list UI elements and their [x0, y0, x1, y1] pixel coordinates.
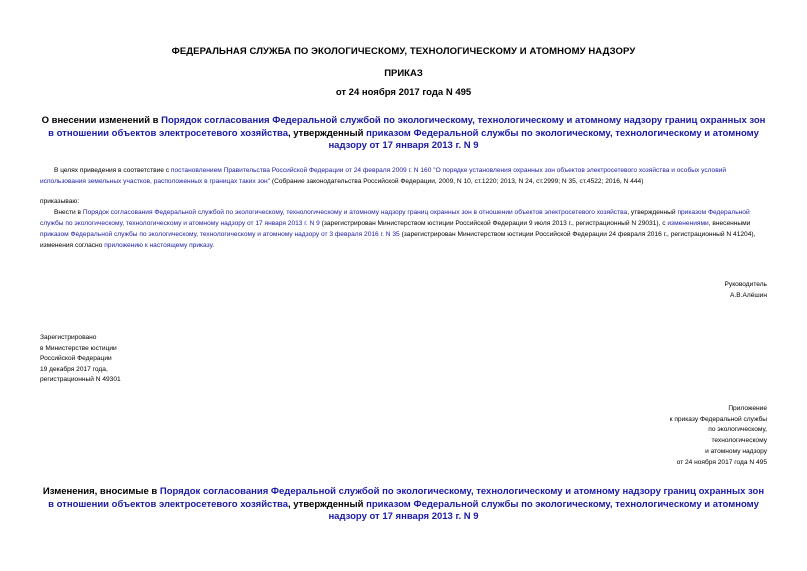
- title-link-procedure[interactable]: Порядок согласования Федеральной службой по экологическому, технологическому и атомному надзору границ охранных зон в отношении объектов электросетевого хозяйства: [48, 115, 766, 139]
- paragraph-text: , утвержденный: [627, 209, 678, 216]
- document-date: от 24 ноября 2017 года N 495: [335, 87, 472, 98]
- paragraph-text: .: [212, 242, 215, 249]
- link-order-2013[interactable]: приказом Федеральной службы по экологическому, технологическому и атомному надзору от 17 января 2013 г. N 9: [40, 209, 750, 227]
- preamble-paragraph: [40, 165, 768, 187]
- registration-line: 19 декабря 2017 года,: [40, 365, 108, 373]
- registration-line: регистрационный N 49301: [40, 376, 121, 383]
- paragraph-text: (зарегистрирован Министерством юстиции Российской Федерации 9 июля 2013 г., регистрационный N 29031), с: [319, 220, 668, 227]
- registration-line: в Министерстве юстиции: [40, 344, 117, 352]
- link-procedure[interactable]: Порядок согласования Федеральной службой по экологическому, технологическому и атомному надзору границ охранных зон в отношении объектов электросетевого хозяйства: [82, 209, 628, 216]
- appendix-title-link-procedure[interactable]: Порядок согласования Федеральной службой по экологическому, технологическому и атомному надзору границ охранных зон в отношении объектов электросетевого хозяйства: [48, 486, 765, 510]
- link-amendments[interactable]: изменениями: [667, 220, 709, 227]
- title-text: , утвержденный: [287, 498, 367, 510]
- link-order-2016[interactable]: приказом Федеральной службы по экологическому, технологическому и атомному надзору от 3 февраля 2016 г. N 35: [40, 231, 400, 238]
- appendix-line: и атомному надзору: [705, 447, 767, 455]
- title-link-order[interactable]: приказом Федеральной службы по экологическому, технологическому и атомному надзору от 17 января 2013 г. N 9: [328, 127, 759, 151]
- paragraph-text: Внести в: [54, 209, 83, 216]
- registration-line: Российской Федерации: [40, 355, 112, 362]
- signature-name: А.В.Алёшин: [730, 291, 767, 299]
- link-appendix[interactable]: приложению к настоящему приказу: [104, 242, 213, 249]
- title-text: Изменения, вносимые в: [42, 486, 160, 497]
- paragraph-text: (Собрание законодательства Российской Федерации, 2009, N 10, ст.1220; 2013, N 24, ст.2999; N 35, ст.4522; 2016, N 444): [270, 178, 644, 185]
- appendix-title: [40, 486, 767, 524]
- document-title: [40, 115, 767, 153]
- appendix-line: Приложение: [728, 405, 767, 412]
- paragraph-text: (зарегистрирован Министерством юстиции Российской Федерации 24 февраля 2016 г., регистрационный N 41204), изменения согласно: [40, 231, 756, 249]
- appendix-line: к приказу Федеральной службы: [669, 415, 767, 423]
- signature-block: [725, 280, 767, 301]
- appendix-line: технологическому: [711, 437, 767, 445]
- appendix-line: от 24 ноября 2017 года N 495: [676, 458, 767, 466]
- signature-position: Руководитель: [724, 281, 767, 288]
- paragraph-text: В целях приведения в соответствие с: [54, 167, 171, 174]
- order-word: приказываю:: [40, 198, 80, 205]
- appendix-block: [670, 404, 767, 468]
- appendix-line: по экологическому,: [708, 426, 767, 434]
- appendix-title-link-order[interactable]: приказом Федеральной службы по экологическому, технологическому и атомному надзору от 17 января 2013 г. N 9: [328, 498, 759, 522]
- document-type: ПРИКАЗ: [384, 68, 423, 79]
- registration-block: [40, 333, 121, 386]
- registration-line: Зарегистрировано: [40, 334, 97, 341]
- paragraph-text: , внесенными: [708, 220, 751, 227]
- title-text: , утвержденный: [287, 127, 367, 139]
- agency-name: ФЕДЕРАЛЬНАЯ СЛУЖБА ПО ЭКОЛОГИЧЕСКОМУ, ТЕХНОЛОГИЧЕСКОМУ И АТОМНОМУ НАДЗОРУ: [171, 46, 636, 57]
- title-text: О внесении изменений в: [41, 115, 162, 126]
- main-paragraph: [40, 207, 768, 251]
- link-government-decree[interactable]: постановлением Правительства Российской Федерации от 24 февраля 2009 г. N 160 "О порядке установления охранных зон объектов электросетевого хозяйства и особых условий использования земельных участков, расположенных в границах таких зон": [40, 167, 727, 185]
